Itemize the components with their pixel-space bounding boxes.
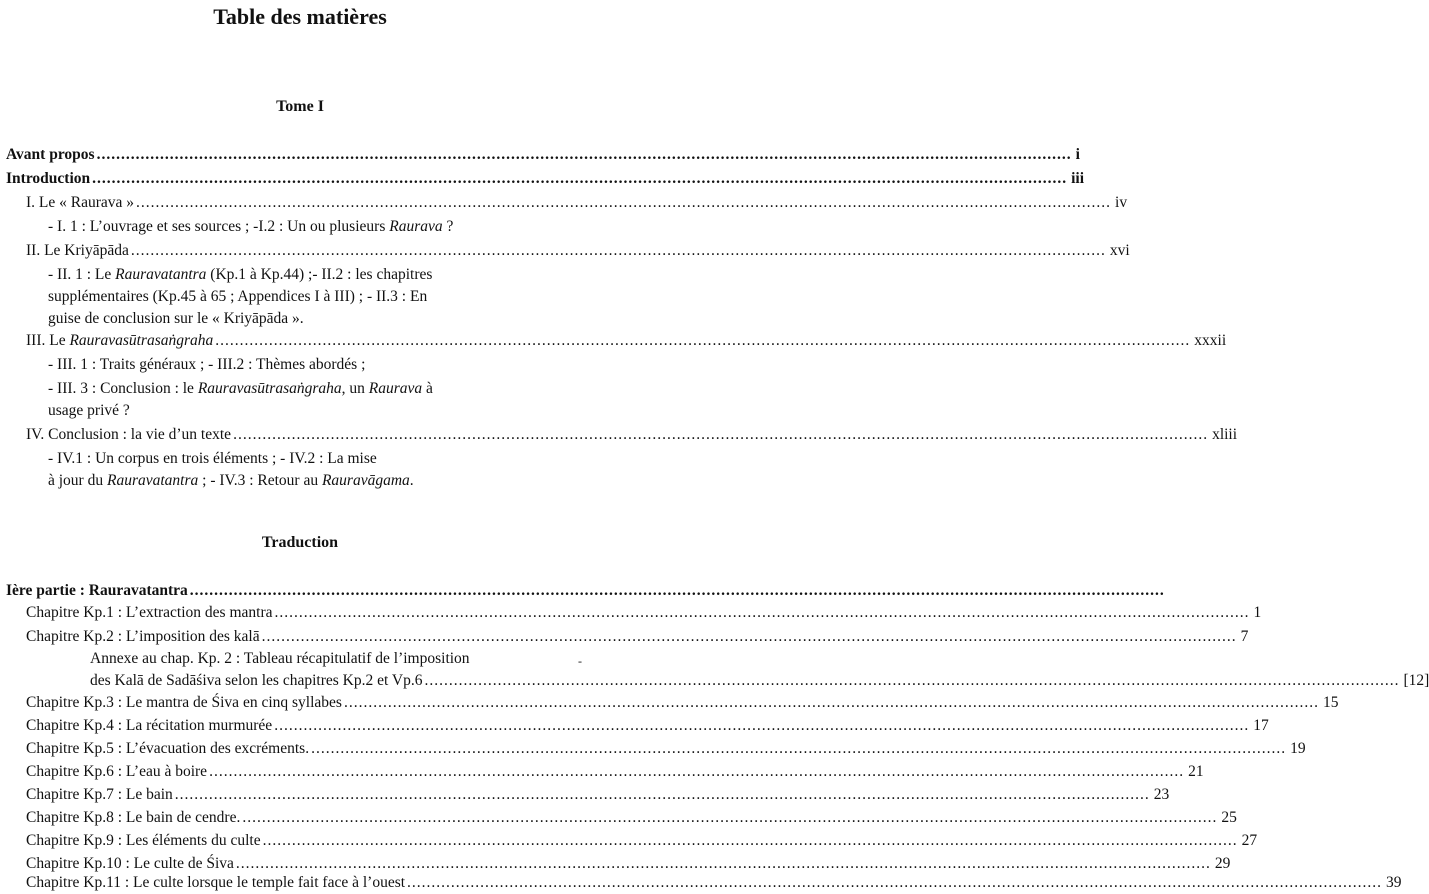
toc-subentry: guise de conclusion sur le « Kriyāpāda ».: [48, 310, 304, 327]
leader-dots: ........................................................................................................................................................................................................: [96, 146, 1072, 163]
toc-subentry: - III. 3 : Conclusion : le Rauravasūtrasaṅgraha, un Raurava à: [48, 380, 433, 397]
toc-entry-ii[interactable]: [26, 242, 1130, 260]
leader-dots: ........................................................................................................................................................................................................: [136, 194, 1112, 211]
toc-label: Introduction: [6, 170, 91, 187]
toc-entry-annexe[interactable]: [90, 672, 1429, 690]
toc-entry-avant-propos[interactable]: [6, 146, 1080, 164]
leader-dots: ........................................................................................................................................................................................................: [274, 604, 1250, 621]
toc-label: Chapitre Kp.1 : L’extraction des mantra: [26, 604, 273, 621]
leader-dots: ........................................................................................................................................................................................................: [209, 763, 1185, 780]
toc-page: 23: [1153, 786, 1170, 803]
leader-dots: ........................................................................................................................................................................................................: [274, 717, 1250, 734]
toc-label: Chapitre Kp.8 : Le bain de cendre.: [26, 809, 241, 826]
toc-subentry: supplémentaires (Kp.45 à 65 ; Appendices I à III) ; - II.3 : En: [48, 288, 428, 305]
leader-dots: ........................................................................................................................................................................................................: [130, 242, 1106, 259]
toc-page: 27: [1241, 832, 1258, 849]
toc-page: 21: [1188, 763, 1204, 780]
toc-page: 1: [1253, 604, 1262, 621]
toc-page: 7: [1240, 628, 1249, 645]
toc-label: Chapitre Kp.9 : Les éléments du culte: [26, 832, 261, 849]
toc-page: iii: [1071, 170, 1085, 187]
toc-entry-chapter[interactable]: [26, 604, 1262, 622]
toc-label: Chapitre Kp.7 : Le bain: [26, 786, 173, 803]
toc-label: Chapitre Kp.10 : Le culte de Śiva: [26, 855, 234, 872]
toc-label: Chapitre Kp.5 : L’évacuation des excréments.: [26, 740, 310, 757]
toc-annexe-line1: Annexe au chap. Kp. 2 : Tableau récapitulatif de l’imposition: [90, 650, 470, 667]
toc-subentry: usage privé ?: [48, 402, 130, 419]
toc-label: II. Le Kriyāpāda: [26, 242, 129, 259]
toc-page: 17: [1253, 717, 1269, 734]
toc-entry-introduction[interactable]: [6, 170, 1085, 188]
leader-dots: ........................................................................................................................................................................................................: [215, 332, 1191, 349]
toc-label: Chapitre Kp.11 : Le culte lorsque le temple fait face à l’ouest: [26, 874, 406, 891]
leader-dots: ........................................................................................................................................................................................................: [92, 170, 1068, 187]
leader-dots: ........................................................................................................................................................................................................: [262, 832, 1238, 849]
leader-dots: ........................................................................................................................................................................................................: [235, 855, 1211, 872]
toc-page: 15: [1322, 694, 1339, 711]
tome-heading: Tome I: [276, 98, 324, 115]
toc-entry-iii[interactable]: [26, 332, 1227, 350]
toc-entry-chapter[interactable]: [26, 763, 1204, 781]
toc-label: I. Le « Raurava »: [26, 194, 135, 211]
toc-entry-chapter[interactable]: [26, 855, 1231, 873]
toc-page: xxxii: [1194, 332, 1227, 349]
toc-subentry: à jour du Rauravatantra ; - IV.3 : Retour au Rauravāgama.: [48, 472, 414, 489]
leader-dots: ........................................................................................................................................................................................................: [424, 672, 1400, 689]
leader-dots: ........................................................................................................................................................................................................: [261, 628, 1237, 645]
toc-label: III. Le Rauravasūtrasaṅgraha: [26, 332, 214, 349]
toc-page: 19: [1290, 740, 1306, 757]
toc-subentry: - IV.1 : Un corpus en trois éléments ; - IV.2 : La mise: [48, 450, 377, 467]
toc-label: IV. Conclusion : la vie d’un texte: [26, 426, 232, 443]
toc-label: Ière partie : Rauravatantra: [6, 582, 188, 599]
toc-page: i: [1075, 146, 1080, 163]
toc-entry-chapter[interactable]: [26, 874, 1402, 892]
toc-page: xvi: [1109, 242, 1130, 259]
toc-page: 25: [1221, 809, 1237, 826]
toc-label: Avant propos: [6, 146, 95, 163]
toc-entry-part1[interactable]: [6, 582, 1165, 600]
toc-page: 29: [1214, 855, 1231, 872]
leader-dots: ........................................................................................................................................................................................................: [407, 874, 1383, 891]
toc-page: 39: [1386, 874, 1402, 891]
leader-dots: ........................................................................................................................................................................................................: [233, 426, 1209, 443]
leader-dots: ........................................................................................................................................................................................................: [311, 740, 1287, 757]
traduction-heading: Traduction: [261, 534, 339, 551]
toc-entry-chapter[interactable]: [26, 717, 1269, 735]
toc-entry-chapter[interactable]: [26, 694, 1339, 712]
toc-subentry: - I. 1 : L’ouvrage et ses sources ; -I.2 : Un ou plusieurs Raurava ?: [48, 218, 454, 235]
toc-label: Chapitre Kp.3 : Le mantra de Śiva en cinq syllabes: [26, 694, 342, 711]
toc-entry-i[interactable]: [26, 194, 1128, 212]
toc-entry-chapter[interactable]: [26, 809, 1237, 827]
toc-subentry: - II. 1 : Le Rauravatantra (Kp.1 à Kp.44) ;- II.2 : les chapitres: [48, 266, 433, 283]
toc-entry-chapter[interactable]: [26, 740, 1306, 758]
toc-entry-chapter[interactable]: [26, 628, 1249, 646]
leader-dots: ........................................................................................................................................................................................................: [343, 694, 1319, 711]
toc-label: Chapitre Kp.4 : La récitation murmurée: [26, 717, 273, 734]
toc-page: iv: [1115, 194, 1128, 211]
page-title: Table des matières: [213, 4, 387, 29]
leader-dots: ........................................................................................................................................................................................................: [174, 786, 1150, 803]
leader-dots: ........................................................................................................................................................................................................: [189, 582, 1165, 599]
toc-entry-chapter[interactable]: [26, 832, 1258, 850]
toc-annexe-marker: -: [578, 654, 582, 668]
toc-page: [12]: [1403, 672, 1429, 689]
leader-dots: ........................................................................................................................................................................................................: [242, 809, 1218, 826]
toc-entry-iv[interactable]: [26, 426, 1238, 444]
toc-label: des Kalā de Sadāśiva selon les chapitres Kp.2 et Vp.6: [90, 672, 423, 689]
toc-page: xliii: [1212, 426, 1238, 443]
toc-label: Chapitre Kp.2 : L’imposition des kalā: [26, 628, 260, 645]
toc-subentry: - III. 1 : Traits généraux ; - III.2 : Thèmes abordés ;: [48, 356, 366, 373]
toc-label: Chapitre Kp.6 : L’eau à boire: [26, 763, 208, 780]
toc-entry-chapter[interactable]: [26, 786, 1170, 804]
